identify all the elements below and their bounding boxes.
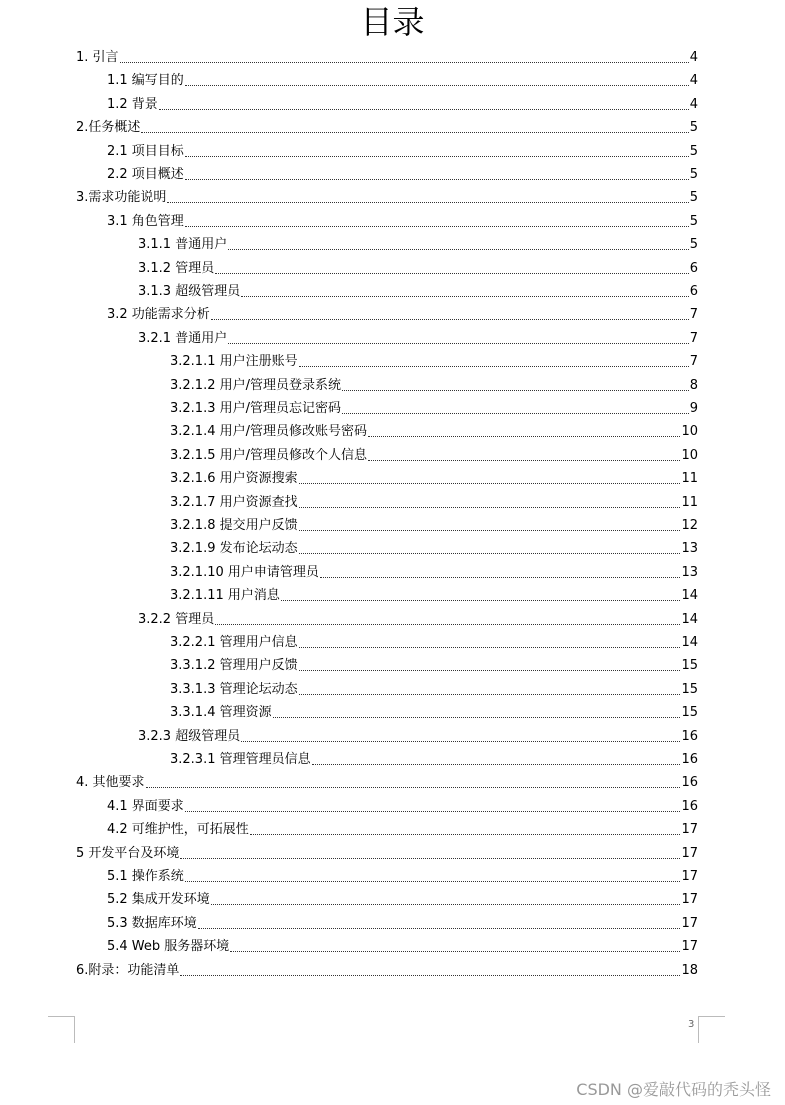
toc-entry-page: 4: [689, 73, 698, 89]
toc-entry-page: 16: [681, 752, 698, 767]
toc-entry-page: 14: [681, 588, 698, 604]
toc-entry[interactable]: [0, 46, 698, 66]
dot-leader: [273, 716, 681, 718]
toc-entry-page: 5: [689, 190, 698, 206]
toc-entry[interactable]: [0, 795, 698, 815]
toc-entry-label: 6.附录：功能清单: [76, 962, 180, 978]
toc-entry-label: 3.2.1.9 发布论坛动态: [170, 541, 298, 557]
dot-leader: [320, 576, 681, 578]
dot-leader: [299, 646, 681, 648]
toc-entry-page: 17: [681, 822, 698, 838]
dot-leader: [230, 950, 680, 952]
toc-entry-page: 17: [681, 892, 698, 908]
dot-leader: [299, 482, 681, 484]
toc-entry-label: 3.1 角色管理: [107, 213, 184, 229]
toc-entry-label: 3.2.2.1 管理用户信息: [170, 635, 298, 650]
toc-entry-page: 12: [681, 518, 698, 533]
toc-entry-label: 5.4 Web 服务器环境: [107, 939, 230, 955]
toc-entry[interactable]: [0, 467, 698, 487]
toc-entry[interactable]: [0, 771, 698, 791]
toc-entry[interactable]: [0, 93, 698, 113]
toc-entry-label: 5.1 操作系统: [107, 869, 184, 884]
toc-entry[interactable]: [0, 608, 698, 628]
dot-leader: [198, 927, 681, 929]
toc-entry-label: 3.3.1.2 管理用户反馈: [170, 658, 298, 674]
toc-entry-page: 13: [681, 541, 698, 557]
toc-entry-page: 11: [681, 494, 698, 510]
toc-entry[interactable]: [0, 397, 698, 417]
toc-entry-page: 16: [681, 775, 698, 791]
toc-entry-label: 3.2.3 超级管理员: [138, 728, 241, 744]
toc-entry-label: 3.1.1 普通用户: [138, 237, 228, 253]
toc-entry-label: 3.2.1.11 用户消息: [170, 588, 280, 604]
dot-leader: [250, 833, 681, 835]
dot-leader: [215, 623, 680, 625]
toc-entry[interactable]: [0, 748, 698, 768]
dot-leader: [180, 974, 680, 976]
toc-entry-page: 13: [681, 564, 698, 580]
toc-entry[interactable]: [0, 678, 698, 698]
toc-entry[interactable]: [0, 444, 698, 464]
toc-entry-page: 5: [689, 237, 698, 253]
toc-entry-label: 3.1.3 超级管理员: [138, 284, 241, 299]
dot-leader: [228, 248, 689, 250]
toc-entry[interactable]: [0, 631, 698, 651]
dot-leader: [185, 810, 681, 812]
toc-entry-label: 5.2 集成开发环境: [107, 892, 210, 908]
dot-leader: [185, 225, 689, 227]
dot-leader: [167, 201, 688, 203]
toc-entry-label: 4. 其他要求: [76, 775, 145, 791]
toc-entry-page: 15: [681, 681, 698, 697]
toc-entry[interactable]: [0, 888, 698, 908]
toc-entry-label: 1.1 编写目的: [107, 73, 184, 89]
toc-entry-page: 5: [689, 167, 698, 182]
toc-entry-page: 14: [681, 635, 698, 650]
toc-entry-page: 18: [681, 962, 698, 978]
toc-entry-page: 8: [689, 377, 698, 393]
toc-entry[interactable]: [0, 350, 698, 370]
crop-mark-right: [698, 1016, 725, 1043]
toc-entry-page: 4: [689, 50, 698, 65]
toc-entry[interactable]: [0, 701, 698, 721]
toc-entry-page: 5: [689, 120, 698, 136]
toc-entry-page: 17: [681, 939, 698, 955]
toc-entry-label: 5 开发平台及环境: [76, 845, 180, 861]
dot-leader: [120, 61, 689, 63]
toc-entry-page: 15: [681, 658, 698, 674]
dot-leader: [241, 740, 680, 742]
toc-entry-page: 5: [689, 213, 698, 229]
toc-entry-label: 2.任务概述: [76, 120, 141, 136]
toc-entry-page: 16: [681, 798, 698, 814]
toc-entry-label: 3.2.1 普通用户: [138, 330, 228, 346]
toc-entry-label: 3.2.1.4 用户/管理员修改账号密码: [170, 424, 367, 440]
toc-entry-label: 1.2 背景: [107, 96, 158, 112]
toc-entry-label: 3.2.1.6 用户资源搜索: [170, 471, 298, 487]
toc-entry-page: 9: [689, 401, 698, 416]
toc-entry-page: 7: [689, 330, 698, 346]
toc-entry[interactable]: [0, 69, 698, 89]
dot-leader: [299, 506, 681, 508]
toc-entry-label: 3.2.1.7 用户资源查找: [170, 494, 298, 510]
toc-entry-label: 3.2 功能需求分析: [107, 307, 210, 323]
dot-leader: [185, 178, 689, 180]
toc-entry-page: 17: [681, 869, 698, 884]
toc-entry[interactable]: [0, 584, 698, 604]
toc-entry[interactable]: [0, 935, 698, 955]
toc-entry-label: 2.2 项目概述: [107, 167, 184, 182]
toc-entry[interactable]: [0, 912, 698, 932]
page-number: 3: [688, 1019, 695, 1030]
toc-entry-label: 4.1 界面要求: [107, 798, 184, 814]
toc-entry-page: 7: [689, 307, 698, 323]
toc-entry[interactable]: [0, 233, 698, 253]
toc-entry-page: 15: [681, 705, 698, 721]
toc-entry-label: 3.3.1.4 管理资源: [170, 705, 272, 721]
toc-entry-page: 10: [681, 424, 698, 440]
dot-leader: [299, 365, 689, 367]
toc-entry-page: 5: [689, 143, 698, 159]
toc-entry-page: 10: [681, 447, 698, 463]
toc-entry-label: 3.需求功能说明: [76, 190, 167, 206]
dot-leader: [211, 903, 681, 905]
dot-leader: [299, 669, 681, 671]
dot-leader: [281, 599, 681, 601]
dot-leader: [141, 131, 688, 133]
dot-leader: [342, 412, 689, 414]
dot-leader: [368, 435, 680, 437]
toc-entry-label: 3.2.1.3 用户/管理员忘记密码: [170, 401, 341, 416]
toc-entry-label: 1. 引言: [76, 50, 119, 65]
toc-entry[interactable]: [0, 280, 698, 300]
page-title: 目录: [360, 3, 425, 41]
toc-entry-page: 17: [681, 845, 698, 861]
toc-entry-page: 17: [681, 915, 698, 931]
toc-entry-page: 4: [689, 96, 698, 112]
toc-entry-label: 3.3.1.3 管理论坛动态: [170, 681, 298, 697]
toc-entry[interactable]: [0, 257, 698, 277]
toc-entry-page: 6: [689, 284, 698, 299]
dot-leader: [211, 318, 689, 320]
toc-entry[interactable]: [0, 561, 698, 581]
dot-leader: [159, 108, 689, 110]
toc-entry[interactable]: [0, 327, 698, 347]
toc-entry-label: 3.2.1.8 提交用户反馈: [170, 518, 298, 533]
dot-leader: [299, 552, 681, 554]
toc-entry[interactable]: [0, 374, 698, 394]
toc-entry[interactable]: [0, 186, 698, 206]
crop-mark-left: [48, 1016, 75, 1043]
toc-entry[interactable]: [0, 842, 698, 862]
dot-leader: [185, 84, 689, 86]
toc-entry[interactable]: [0, 537, 698, 557]
toc-entry[interactable]: [0, 654, 698, 674]
toc-entry-label: 5.3 数据库环境: [107, 915, 197, 931]
toc-entry-page: 16: [681, 728, 698, 744]
toc-entry[interactable]: [0, 514, 698, 534]
toc-entry-page: 11: [681, 471, 698, 487]
toc-entry-label: 3.1.2 管理员: [138, 260, 215, 276]
toc-entry[interactable]: [0, 818, 698, 838]
toc-entry-label: 4.2 可维护性，可拓展性: [107, 822, 249, 838]
dot-leader: [215, 272, 689, 274]
toc-entry-page: 14: [681, 611, 698, 627]
toc-entry-label: 3.2.2 管理员: [138, 611, 215, 627]
toc-entry[interactable]: [0, 420, 698, 440]
dot-leader: [180, 857, 680, 859]
toc-entry-label: 3.2.1.5 用户/管理员修改个人信息: [170, 447, 367, 463]
toc-entry-page: 7: [689, 354, 698, 370]
toc-entry[interactable]: [0, 140, 698, 160]
toc-entry-label: 3.2.1.1 用户注册账号: [170, 354, 298, 370]
toc-entry[interactable]: [0, 116, 698, 136]
toc-entry[interactable]: [0, 303, 698, 323]
toc-entry-label: 3.2.1.10 用户申请管理员: [170, 564, 319, 580]
toc-entry-label: 3.2.3.1 管理管理员信息: [170, 752, 311, 767]
dot-leader: [299, 693, 681, 695]
toc-entry[interactable]: [0, 210, 698, 230]
dot-leader: [185, 155, 689, 157]
dot-leader: [185, 880, 681, 882]
toc-entry-label: 3.2.1.2 用户/管理员登录系统: [170, 377, 341, 393]
dot-leader: [312, 763, 681, 765]
dot-leader: [241, 295, 689, 297]
toc-entry[interactable]: [0, 163, 698, 183]
toc-entry[interactable]: [0, 491, 698, 511]
dot-leader: [146, 786, 681, 788]
dot-leader: [342, 389, 689, 391]
dot-leader: [368, 459, 680, 461]
toc-entry[interactable]: [0, 865, 698, 885]
toc-entry-page: 6: [689, 260, 698, 276]
toc-entry-label: 2.1 项目目标: [107, 143, 184, 159]
toc-entry[interactable]: [0, 725, 698, 745]
toc-entry[interactable]: [0, 959, 698, 979]
dot-leader: [299, 529, 681, 531]
watermark: CSDN @爱敲代码的秃头怪: [576, 1080, 771, 1099]
dot-leader: [228, 342, 689, 344]
